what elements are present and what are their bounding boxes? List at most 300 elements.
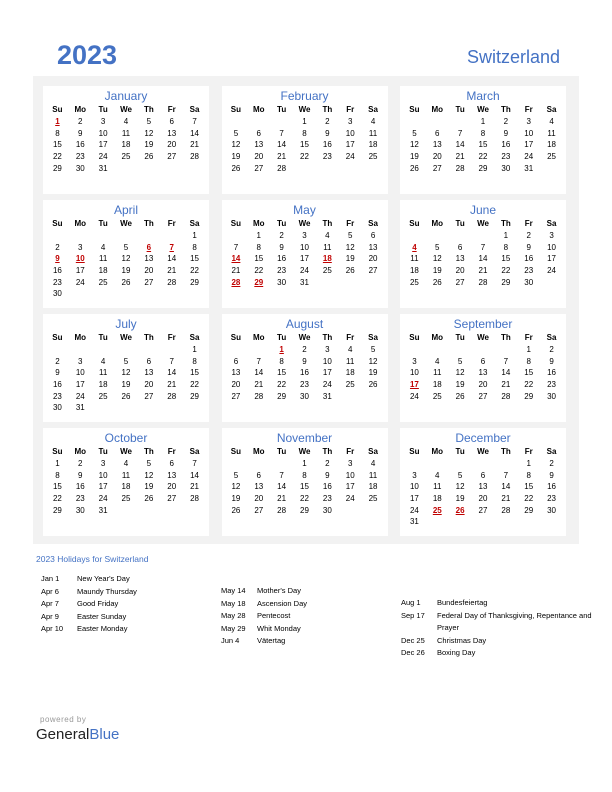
month-september	[400, 314, 566, 422]
weekday-label: Mo	[252, 447, 265, 456]
day-cell: 1	[480, 117, 486, 126]
day-cell: 9	[526, 242, 531, 252]
day-cell: 12	[455, 482, 465, 492]
day-cell: 8	[279, 356, 284, 366]
day-cell: 12	[231, 140, 241, 150]
month-march	[400, 86, 566, 194]
day-cell: 2	[526, 231, 531, 240]
day-cell: 3	[78, 242, 83, 252]
month-february	[222, 86, 388, 194]
month-title: February	[280, 89, 329, 103]
weekday-label: Sa	[189, 105, 200, 114]
day-cell: 11	[433, 482, 442, 492]
day-cell: 26	[368, 380, 378, 390]
holiday-item	[221, 623, 307, 636]
holiday-item	[41, 611, 137, 624]
weekday-label: Fr	[167, 447, 176, 456]
day-cell: 5	[412, 128, 417, 138]
day-cell: 7	[279, 128, 284, 138]
day-cell: 28	[167, 391, 177, 401]
day-cell: 22	[478, 152, 488, 162]
weekday-label: We	[120, 447, 132, 456]
empty-cell	[403, 344, 426, 356]
day-cell: 12	[144, 470, 154, 480]
day-cell: 4	[370, 117, 376, 126]
holiday-name: Federal Day of Thanksgiving, Repentance and Prayer	[437, 610, 592, 633]
day-cell: 10	[98, 128, 108, 138]
day-cell: 19	[121, 266, 131, 276]
month-title: May	[293, 203, 316, 217]
weekday-label: We	[477, 105, 489, 114]
day-cell: 20	[144, 380, 154, 390]
weekday-label: Th	[500, 219, 511, 228]
weekday-label: Th	[322, 219, 333, 228]
day-cell: 1	[526, 345, 531, 354]
empty-cell	[160, 230, 183, 242]
day-cell: 24	[98, 152, 108, 162]
day-cell: 7	[192, 459, 197, 468]
day-cell: 5	[457, 356, 463, 366]
weekday-label: Mo	[74, 219, 87, 228]
month-july	[43, 314, 209, 422]
day-cell: 7	[169, 356, 174, 366]
day-cell: 20	[254, 152, 264, 162]
weekday-label: Fr	[167, 105, 176, 114]
day-grid	[46, 458, 206, 516]
holiday-date: May 29	[221, 623, 246, 633]
day-cell: 12	[121, 368, 131, 378]
holiday-name: Maundy Thursday	[77, 586, 137, 596]
day-cell: 12	[432, 254, 442, 264]
day-cell: 6	[480, 356, 486, 366]
day-cell: 12	[368, 356, 378, 366]
day-cell: 5	[146, 117, 152, 126]
day-cell: 17	[345, 482, 355, 492]
day-cell: 21	[277, 494, 287, 504]
day-cell: 24	[300, 266, 309, 276]
weekday-label: Su	[230, 105, 242, 114]
holiday-list-1	[41, 573, 137, 636]
day-cell: 11	[323, 242, 332, 252]
brand-blue: Blue	[89, 726, 120, 743]
weekday-label: Sa	[546, 447, 557, 456]
day-cell: 24	[75, 391, 85, 401]
day-cell: 23	[547, 380, 557, 390]
day-cell: 14	[455, 140, 465, 150]
holiday-name: Ascension Day	[257, 598, 308, 608]
day-cell: 3	[347, 459, 353, 468]
day-cell: 14	[501, 482, 511, 492]
day-cell: 10	[547, 242, 557, 252]
day-cell: 23	[300, 380, 309, 390]
day-cell: 29	[52, 163, 62, 173]
holiday-name: New Year's Day	[77, 574, 130, 583]
day-grid	[46, 344, 206, 414]
empty-cell	[46, 344, 69, 356]
empty-cell	[46, 230, 69, 242]
empty-cell	[247, 458, 270, 470]
day-cell: 9	[549, 356, 554, 366]
day-cell: 27	[478, 391, 488, 401]
day-cell: 14	[254, 368, 264, 378]
day-cell: 24	[345, 152, 355, 162]
day-cell: 24	[98, 494, 108, 504]
day-cell: 10	[322, 356, 332, 366]
holiday-name: Boxing Day	[437, 648, 476, 658]
day-cell: 24	[409, 505, 419, 515]
day-cell: 12	[409, 140, 419, 150]
month-title: October	[104, 431, 148, 445]
empty-cell	[449, 458, 472, 470]
day-cell: 29	[478, 163, 488, 173]
day-cell: 19	[231, 494, 241, 504]
day-cell: 31	[98, 163, 108, 173]
day-cell: 26	[144, 152, 154, 162]
day-cell: 20	[167, 482, 177, 492]
day-cell: 23	[524, 266, 534, 276]
holiday-item	[401, 635, 597, 648]
day-cell: 27	[432, 163, 442, 173]
empty-cell	[472, 344, 495, 356]
month-november	[222, 428, 388, 536]
empty-cell	[403, 230, 426, 242]
day-cell: 12	[144, 128, 154, 138]
weekday-label: Mo	[431, 333, 444, 342]
day-cell: 3	[78, 356, 83, 366]
day-cell: 18	[322, 254, 332, 264]
day-cell: 20	[368, 254, 378, 264]
day-cell: 16	[75, 482, 85, 492]
weekday-label: Th	[143, 105, 154, 114]
day-cell: 27	[368, 266, 378, 276]
holiday-name: Whit Monday	[257, 623, 301, 633]
day-cell: 9	[325, 128, 330, 138]
holiday-item	[401, 647, 597, 660]
day-cell: 25	[322, 266, 332, 276]
day-cell: 5	[233, 128, 239, 138]
weekday-label: Mo	[252, 219, 265, 228]
day-cell: 31	[98, 505, 108, 515]
day-cell: 16	[300, 368, 309, 378]
empty-cell	[449, 116, 472, 128]
day-cell: 6	[169, 117, 174, 126]
holiday-name: Easter Sunday	[77, 611, 127, 621]
day-cell: 13	[432, 140, 442, 150]
day-cell: 2	[503, 117, 509, 126]
day-cell: 17	[547, 254, 557, 264]
day-cell: 4	[123, 459, 129, 468]
year-title: 2023	[57, 40, 118, 70]
day-cell: 19	[368, 368, 378, 378]
day-cell: 13	[231, 368, 241, 378]
empty-cell	[69, 230, 92, 242]
day-cell: 9	[279, 242, 284, 252]
day-cell: 15	[190, 368, 200, 378]
day-cell: 31	[322, 391, 332, 401]
weekday-label: Su	[230, 333, 242, 342]
empty-cell	[225, 230, 248, 242]
weekday-label: Su	[409, 219, 420, 228]
holiday-date: Dec 25	[401, 635, 425, 645]
day-grid	[225, 344, 385, 402]
day-cell: 22	[52, 152, 62, 162]
day-cell: 23	[547, 494, 557, 504]
holiday-date: Apr 7	[41, 599, 59, 609]
day-cell: 25	[547, 152, 557, 162]
weekday-label: Sa	[368, 447, 378, 456]
weekday-label: We	[120, 333, 132, 342]
day-cell: 19	[144, 482, 154, 492]
day-cell: 16	[547, 482, 557, 492]
day-cell: 18	[121, 140, 131, 150]
day-cell: 30	[52, 403, 62, 413]
day-cell: 13	[254, 140, 264, 150]
empty-cell	[69, 344, 92, 356]
day-cell: 23	[277, 266, 287, 276]
weekday-label: Mo	[74, 105, 87, 114]
day-grid	[403, 458, 563, 528]
weekday-label: Sa	[368, 105, 378, 114]
day-cell: 5	[123, 242, 129, 252]
empty-cell	[115, 230, 138, 242]
day-cell: 7	[192, 117, 197, 126]
day-cell: 6	[233, 356, 239, 366]
day-cell: 14	[478, 254, 488, 264]
day-cell: 20	[432, 152, 442, 162]
day-cell: 11	[98, 368, 108, 378]
day-cell: 9	[55, 368, 60, 378]
holiday-date: Dec 26	[401, 648, 425, 658]
holiday-date: Jun 4	[221, 636, 240, 646]
day-cell: 23	[52, 391, 62, 401]
day-cell: 3	[412, 470, 417, 480]
day-cell: 14	[501, 368, 511, 378]
day-cell: 17	[409, 380, 419, 390]
day-cell: 2	[325, 117, 330, 126]
empty-cell	[426, 344, 449, 356]
powered-by-label: powered by	[40, 715, 87, 724]
weekday-header	[403, 218, 563, 230]
holiday-item	[41, 586, 137, 599]
day-cell: 2	[55, 356, 60, 366]
day-cell: 17	[409, 494, 419, 504]
day-cell: 7	[279, 470, 284, 480]
day-cell: 15	[478, 140, 488, 150]
calendar-grid	[43, 86, 566, 536]
day-cell: 14	[277, 482, 287, 492]
day-cell: 30	[547, 505, 557, 515]
day-cell: 26	[231, 163, 241, 173]
day-cell: 22	[300, 152, 309, 162]
weekday-label: Sa	[368, 219, 378, 228]
day-cell: 26	[345, 266, 355, 276]
day-cell: 30	[75, 505, 85, 515]
day-cell: 26	[455, 391, 465, 401]
weekday-label: Mo	[74, 333, 87, 342]
weekday-label: Mo	[431, 219, 444, 228]
day-cell: 1	[526, 459, 531, 468]
day-cell: 10	[98, 470, 108, 480]
day-cell: 22	[254, 266, 264, 276]
weekday-label: Fr	[346, 333, 355, 342]
day-cell: 20	[478, 494, 488, 504]
day-grid	[403, 230, 563, 288]
day-cell: 16	[501, 140, 511, 150]
day-cell: 25	[121, 152, 131, 162]
day-cell: 24	[524, 152, 534, 162]
day-cell: 17	[300, 254, 309, 264]
weekday-header	[46, 218, 206, 230]
day-cell: 27	[254, 163, 264, 173]
day-cell: 10	[75, 254, 85, 264]
weekday-label: Th	[143, 333, 154, 342]
day-cell: 14	[167, 368, 177, 378]
empty-cell	[449, 344, 472, 356]
day-cell: 26	[144, 494, 154, 504]
day-cell: 21	[167, 380, 177, 390]
day-cell: 25	[432, 505, 442, 515]
day-cell: 23	[52, 277, 62, 287]
holiday-item	[401, 597, 597, 610]
day-cell: 4	[549, 117, 554, 126]
day-cell: 17	[524, 140, 534, 150]
empty-cell	[426, 116, 449, 128]
day-cell: 19	[432, 266, 442, 276]
weekday-label: We	[477, 333, 489, 342]
day-cell: 19	[455, 380, 465, 390]
day-cell: 13	[144, 254, 154, 264]
weekday-label: We	[120, 219, 132, 228]
day-cell: 24	[345, 494, 355, 504]
day-cell: 1	[192, 231, 197, 240]
day-cell: 14	[190, 470, 200, 480]
day-cell: 7	[457, 128, 463, 138]
day-cell: 2	[325, 459, 330, 468]
day-cell: 22	[190, 380, 200, 390]
day-cell: 21	[501, 380, 511, 390]
day-cell: 13	[368, 242, 378, 252]
holiday-item	[401, 610, 597, 635]
day-cell: 11	[121, 128, 131, 138]
day-cell: 27	[231, 391, 241, 401]
day-cell: 1	[279, 345, 284, 354]
day-cell: 28	[455, 163, 465, 173]
day-cell: 3	[100, 459, 106, 468]
day-cell: 30	[524, 277, 534, 287]
weekday-label: Th	[500, 447, 511, 456]
day-cell: 22	[52, 494, 62, 504]
day-cell: 21	[167, 266, 177, 276]
empty-cell	[403, 458, 426, 470]
day-cell: 4	[435, 356, 440, 366]
day-grid	[46, 116, 206, 174]
day-cell: 8	[480, 128, 486, 138]
weekday-header	[403, 446, 563, 458]
day-cell: 17	[98, 482, 108, 492]
day-cell: 4	[412, 242, 417, 252]
weekday-label: We	[477, 447, 489, 456]
empty-cell	[426, 458, 449, 470]
month-title: July	[115, 317, 137, 331]
day-cell: 23	[75, 494, 85, 504]
day-cell: 4	[100, 242, 106, 252]
day-cell: 9	[78, 470, 83, 480]
weekday-label: We	[298, 105, 311, 114]
weekday-label: Mo	[74, 447, 87, 456]
day-cell: 27	[144, 391, 154, 401]
day-cell: 31	[524, 163, 534, 173]
day-cell: 9	[325, 470, 330, 480]
day-cell: 5	[146, 459, 152, 468]
weekday-label: Tu	[455, 333, 465, 342]
weekday-label: Mo	[252, 105, 265, 114]
day-cell: 8	[192, 242, 197, 252]
day-cell: 22	[524, 380, 534, 390]
day-cell: 22	[190, 266, 200, 276]
day-cell: 18	[345, 368, 355, 378]
day-cell: 3	[325, 345, 330, 354]
empty-cell	[225, 116, 248, 128]
weekday-label: We	[298, 333, 311, 342]
day-cell: 25	[368, 494, 378, 504]
holiday-name: Bundesfeiertag	[437, 598, 488, 607]
day-cell: 13	[254, 482, 264, 492]
day-cell: 29	[190, 391, 200, 401]
empty-cell	[137, 230, 160, 242]
weekday-label: Sa	[189, 219, 200, 228]
day-cell: 21	[190, 140, 200, 150]
day-cell: 11	[98, 254, 108, 264]
day-cell: 26	[432, 277, 442, 287]
day-cell: 15	[52, 482, 62, 492]
day-cell: 24	[322, 380, 332, 390]
empty-cell	[137, 344, 160, 356]
day-cell: 25	[98, 391, 108, 401]
day-cell: 16	[52, 266, 62, 276]
weekday-header	[225, 332, 385, 344]
day-cell: 1	[55, 459, 60, 468]
day-cell: 20	[144, 266, 154, 276]
day-cell: 22	[524, 494, 534, 504]
day-cell: 26	[121, 391, 131, 401]
day-cell: 9	[549, 470, 554, 480]
day-cell: 8	[55, 128, 60, 138]
day-cell: 18	[98, 380, 108, 390]
day-cell: 15	[300, 482, 309, 492]
day-cell: 18	[98, 266, 108, 276]
day-cell: 31	[409, 517, 419, 527]
day-cell: 8	[302, 128, 307, 138]
month-january	[43, 86, 209, 194]
day-cell: 21	[254, 380, 264, 390]
weekday-label: Fr	[524, 105, 533, 114]
day-grid	[225, 116, 385, 174]
weekday-label: Tu	[455, 219, 465, 228]
month-title: June	[469, 203, 497, 217]
day-cell: 8	[526, 356, 531, 366]
day-cell: 6	[146, 356, 152, 366]
day-cell: 23	[501, 152, 511, 162]
holiday-item	[41, 598, 137, 611]
day-cell: 19	[144, 140, 154, 150]
day-cell: 18	[432, 494, 442, 504]
brand-logo[interactable]	[36, 726, 119, 743]
day-cell: 26	[409, 163, 419, 173]
day-cell: 7	[169, 242, 174, 252]
weekday-label: Tu	[98, 219, 108, 228]
day-cell: 29	[52, 505, 62, 515]
empty-cell	[225, 344, 248, 356]
